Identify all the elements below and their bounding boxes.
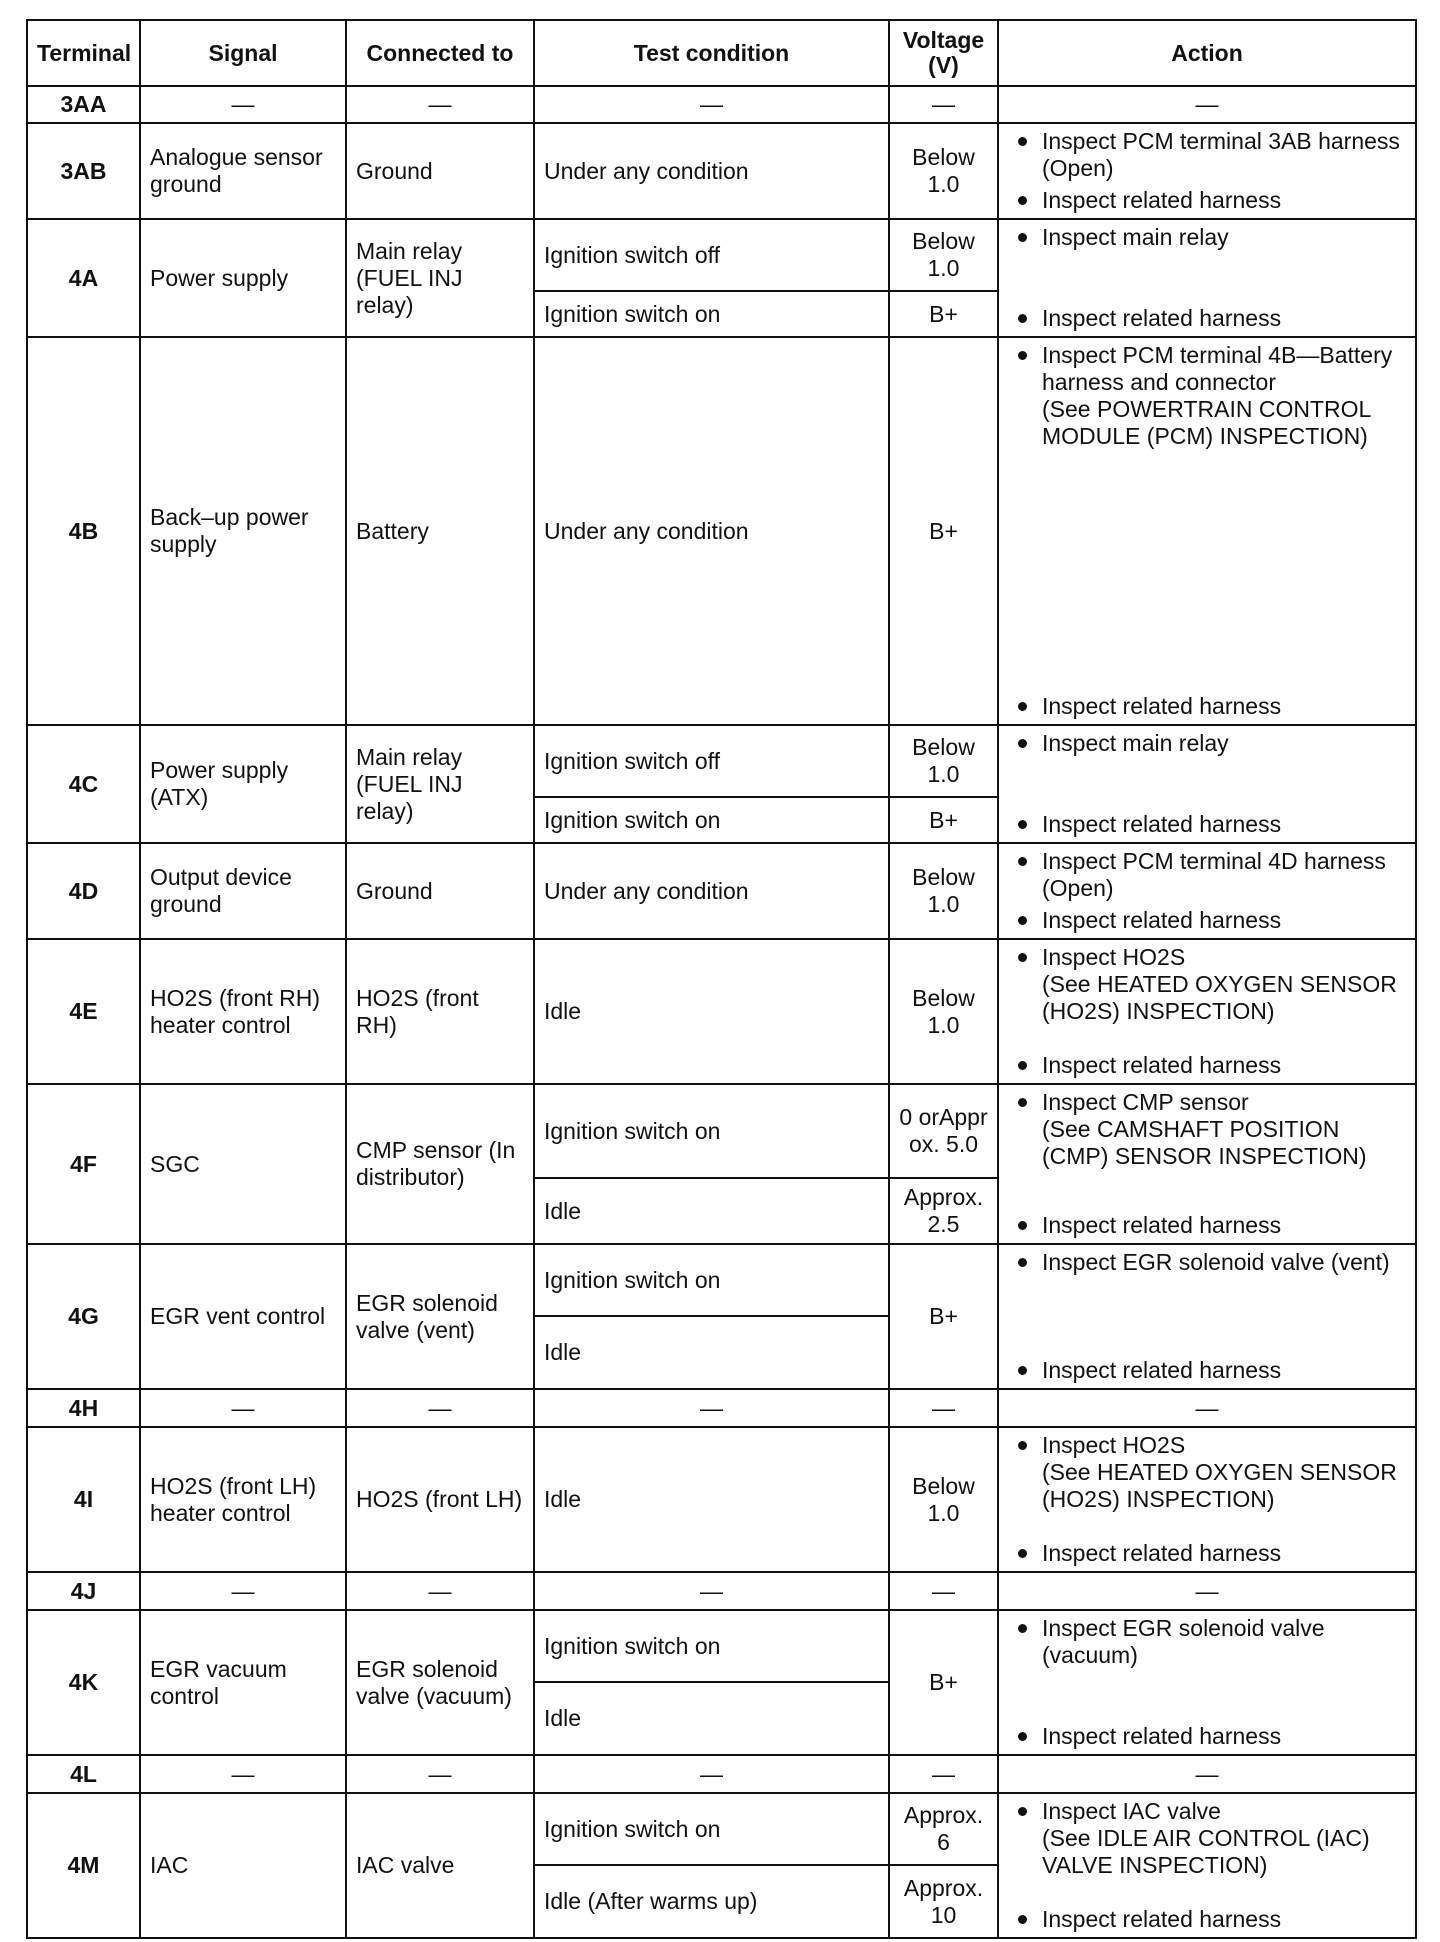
- table-row: [27, 1427, 1416, 1572]
- connected-cell: Ground: [346, 123, 534, 219]
- bullet-icon: [1018, 1807, 1027, 1816]
- action-cell: [998, 939, 1416, 1084]
- test-cell: Under any condition: [534, 843, 889, 939]
- signal-cell: EGR vacuum control: [140, 1610, 346, 1755]
- terminal-cell: 4I: [27, 1427, 140, 1572]
- signal-cell: —: [140, 1389, 346, 1427]
- header-voltage: Voltage (V): [889, 20, 998, 86]
- bullet-icon: [1018, 314, 1027, 323]
- bullet-icon: [1018, 233, 1027, 242]
- action-item: Inspect related harness: [1008, 1052, 1406, 1079]
- signal-cell: Output device ground: [140, 843, 346, 939]
- action-cell: —: [998, 1755, 1416, 1793]
- action-cell: [998, 1427, 1416, 1572]
- test-cell: —: [534, 1389, 889, 1427]
- action-cell: [998, 1793, 1416, 1938]
- connected-cell: EGR solenoid valve (vacuum): [346, 1610, 534, 1755]
- action-item: Inspect main relay: [1008, 224, 1406, 251]
- terminal-cell: 4F: [27, 1084, 140, 1244]
- voltage-cell: —: [889, 1389, 998, 1427]
- signal-cell: —: [140, 1572, 346, 1610]
- bullet-icon: [1018, 1915, 1027, 1924]
- header-action: Action: [998, 20, 1416, 86]
- table-row: [27, 1755, 1416, 1793]
- bullet-icon: [1018, 1258, 1027, 1267]
- action-item: Inspect related harness: [1008, 1357, 1406, 1384]
- test-cell: Ignition switch on: [534, 1084, 889, 1178]
- connected-cell: IAC valve: [346, 1793, 534, 1938]
- test-cell: —: [534, 1755, 889, 1793]
- test-cell: Ignition switch on: [534, 1244, 889, 1316]
- action-item: Inspect related harness: [1008, 1540, 1406, 1567]
- signal-cell: Back–up power supply: [140, 337, 346, 725]
- action-item: Inspect related harness: [1008, 811, 1406, 838]
- test-cell: Idle: [534, 1316, 889, 1389]
- test-cell: Ignition switch on: [534, 1793, 889, 1865]
- bullet-icon: [1018, 820, 1027, 829]
- voltage-cell: Approx. 6: [889, 1793, 998, 1865]
- action-cell: [998, 219, 1416, 337]
- table-row: [27, 86, 1416, 123]
- terminal-cell: 4A: [27, 219, 140, 337]
- action-item: Inspect related harness: [1008, 305, 1406, 332]
- test-cell: Ignition switch on: [534, 1610, 889, 1682]
- bullet-icon: [1018, 1549, 1027, 1558]
- terminal-cell: 4B: [27, 337, 140, 725]
- table-row: [27, 1610, 1416, 1682]
- bullet-icon: [1018, 1098, 1027, 1107]
- signal-cell: Analogue sensor ground: [140, 123, 346, 219]
- action-item: Inspect CMP sensor (See CAMSHAFT POSITION (CMP) SENSOR INSPECTION): [1008, 1089, 1406, 1170]
- voltage-cell: Approx. 10: [889, 1865, 998, 1938]
- bullet-icon: [1018, 137, 1027, 146]
- voltage-cell: B+: [889, 337, 998, 725]
- action-cell: —: [998, 1389, 1416, 1427]
- table-row: [27, 337, 1416, 725]
- table-row: [27, 725, 1416, 797]
- connected-cell: HO2S (front LH): [346, 1427, 534, 1572]
- bullet-icon: [1018, 1366, 1027, 1375]
- table-row: [27, 123, 1416, 219]
- connected-cell: —: [346, 86, 534, 123]
- voltage-cell: Below 1.0: [889, 123, 998, 219]
- connected-cell: CMP sensor (In distributor): [346, 1084, 534, 1244]
- terminal-cell: 4E: [27, 939, 140, 1084]
- voltage-cell: Below 1.0: [889, 1427, 998, 1572]
- table-row: [27, 1793, 1416, 1865]
- action-item: Inspect EGR solenoid valve (vent): [1008, 1249, 1406, 1276]
- bullet-icon: [1018, 1061, 1027, 1070]
- connected-cell: HO2S (front RH): [346, 939, 534, 1084]
- table-row: [27, 939, 1416, 1084]
- connected-cell: Ground: [346, 843, 534, 939]
- bullet-icon: [1018, 857, 1027, 866]
- bullet-icon: [1018, 916, 1027, 925]
- terminal-cell: 4J: [27, 1572, 140, 1610]
- signal-cell: —: [140, 86, 346, 123]
- bullet-icon: [1018, 1221, 1027, 1230]
- voltage-cell: Below 1.0: [889, 219, 998, 291]
- table-row: [27, 1389, 1416, 1427]
- terminal-cell: 3AA: [27, 86, 140, 123]
- action-item: Inspect PCM terminal 4B—Battery harness and connector (See POWERTRAIN CONTROL MODULE (PCM) INSPECTION): [1008, 342, 1406, 450]
- signal-cell: HO2S (front RH) heater control: [140, 939, 346, 1084]
- table-row: [27, 219, 1416, 291]
- action-item: Inspect HO2S (See HEATED OXYGEN SENSOR (HO2S) INSPECTION): [1008, 944, 1406, 1025]
- header-row: [27, 20, 1416, 86]
- test-cell: Under any condition: [534, 337, 889, 725]
- signal-cell: Power supply (ATX): [140, 725, 346, 843]
- action-item: Inspect related harness: [1008, 1906, 1406, 1933]
- terminal-cell: 3AB: [27, 123, 140, 219]
- voltage-cell: Below 1.0: [889, 939, 998, 1084]
- table-row: [27, 843, 1416, 939]
- action-cell: [998, 337, 1416, 725]
- test-cell: Idle: [534, 1427, 889, 1572]
- voltage-cell: Approx. 2.5: [889, 1178, 998, 1244]
- bullet-icon: [1018, 1732, 1027, 1741]
- voltage-cell: Below 1.0: [889, 843, 998, 939]
- table-row: [27, 1572, 1416, 1610]
- signal-cell: EGR vent control: [140, 1244, 346, 1389]
- terminal-voltage-table: [26, 19, 1417, 1939]
- test-cell: Ignition switch on: [534, 291, 889, 337]
- action-item: Inspect related harness: [1008, 907, 1406, 934]
- header-test-condition: Test condition: [534, 20, 889, 86]
- table-row: [27, 1084, 1416, 1178]
- signal-cell: Power supply: [140, 219, 346, 337]
- test-cell: Ignition switch off: [534, 219, 889, 291]
- signal-cell: SGC: [140, 1084, 346, 1244]
- terminal-cell: 4K: [27, 1610, 140, 1755]
- test-cell: —: [534, 1572, 889, 1610]
- action-item: Inspect main relay: [1008, 730, 1406, 757]
- action-cell: —: [998, 1572, 1416, 1610]
- action-cell: [998, 1244, 1416, 1389]
- header-signal: Signal: [140, 20, 346, 86]
- action-cell: —: [998, 86, 1416, 123]
- test-cell: Idle (After warms up): [534, 1865, 889, 1938]
- connected-cell: —: [346, 1572, 534, 1610]
- action-item: Inspect IAC valve (See IDLE AIR CONTROL (IAC) VALVE INSPECTION): [1008, 1798, 1406, 1879]
- voltage-cell: —: [889, 1572, 998, 1610]
- terminal-cell: 4L: [27, 1755, 140, 1793]
- test-cell: Ignition switch off: [534, 725, 889, 797]
- signal-cell: IAC: [140, 1793, 346, 1938]
- action-cell: [998, 123, 1416, 219]
- voltage-cell: —: [889, 86, 998, 123]
- action-item: Inspect EGR solenoid valve (vacuum): [1008, 1615, 1406, 1669]
- test-cell: Idle: [534, 1178, 889, 1244]
- voltage-cell: 0 orAppr ox. 5.0: [889, 1084, 998, 1178]
- connected-cell: —: [346, 1389, 534, 1427]
- action-cell: [998, 1084, 1416, 1244]
- voltage-cell: B+: [889, 291, 998, 337]
- terminal-cell: 4D: [27, 843, 140, 939]
- connected-cell: Main relay (FUEL INJ relay): [346, 219, 534, 337]
- action-item: Inspect PCM terminal 4D harness (Open): [1008, 848, 1406, 902]
- voltage-cell: —: [889, 1755, 998, 1793]
- terminal-cell: 4C: [27, 725, 140, 843]
- action-cell: [998, 1610, 1416, 1755]
- bullet-icon: [1018, 1624, 1027, 1633]
- action-item: Inspect related harness: [1008, 1723, 1406, 1750]
- header-connected-to: Connected to: [346, 20, 534, 86]
- action-item: Inspect PCM terminal 3AB harness (Open): [1008, 128, 1406, 182]
- header-terminal: Terminal: [27, 20, 140, 86]
- bullet-icon: [1018, 351, 1027, 360]
- signal-cell: HO2S (front LH) heater control: [140, 1427, 346, 1572]
- action-cell: [998, 725, 1416, 843]
- signal-cell: —: [140, 1755, 346, 1793]
- connected-cell: —: [346, 1755, 534, 1793]
- action-item: Inspect HO2S (See HEATED OXYGEN SENSOR (HO2S) INSPECTION): [1008, 1432, 1406, 1513]
- test-cell: Ignition switch on: [534, 797, 889, 843]
- connected-cell: Main relay (FUEL INJ relay): [346, 725, 534, 843]
- action-item: Inspect related harness: [1008, 693, 1406, 720]
- test-cell: —: [534, 86, 889, 123]
- test-cell: Idle: [534, 939, 889, 1084]
- terminal-cell: 4M: [27, 1793, 140, 1938]
- voltage-cell: B+: [889, 1244, 998, 1389]
- action-item: Inspect related harness: [1008, 187, 1406, 214]
- test-cell: Idle: [534, 1682, 889, 1755]
- bullet-icon: [1018, 953, 1027, 962]
- connected-cell: Battery: [346, 337, 534, 725]
- bullet-icon: [1018, 702, 1027, 711]
- connected-cell: EGR solenoid valve (vent): [346, 1244, 534, 1389]
- bullet-icon: [1018, 196, 1027, 205]
- bullet-icon: [1018, 1441, 1027, 1450]
- terminal-cell: 4G: [27, 1244, 140, 1389]
- terminal-cell: 4H: [27, 1389, 140, 1427]
- voltage-cell: B+: [889, 797, 998, 843]
- voltage-cell: B+: [889, 1610, 998, 1755]
- bullet-icon: [1018, 739, 1027, 748]
- test-cell: Under any condition: [534, 123, 889, 219]
- table-row: [27, 1244, 1416, 1316]
- action-item: Inspect related harness: [1008, 1212, 1406, 1239]
- action-cell: [998, 843, 1416, 939]
- voltage-cell: Below 1.0: [889, 725, 998, 797]
